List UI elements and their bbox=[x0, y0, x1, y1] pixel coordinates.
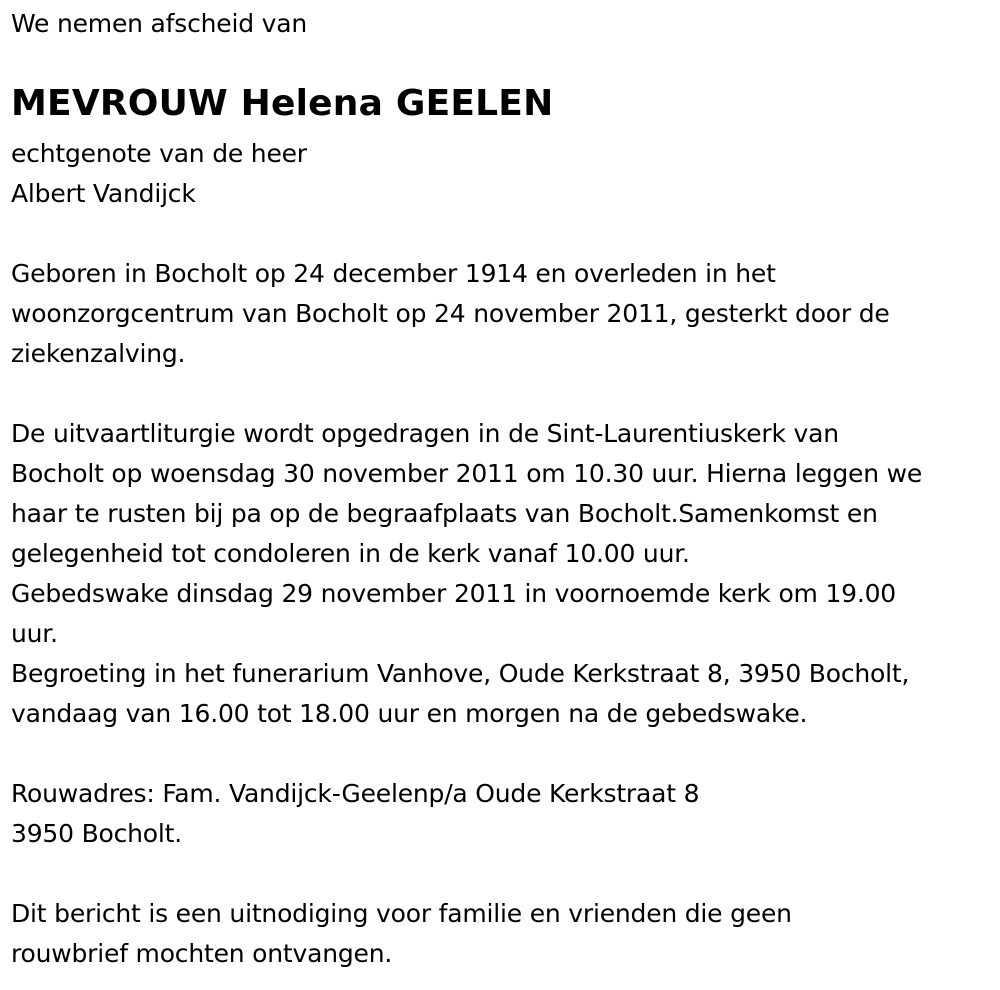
intro-text: We nemen afscheid van bbox=[11, 9, 307, 38]
paragraph-line: gelegenheid tot condoleren in de kerk vanaf 10.00 uur. bbox=[11, 539, 690, 568]
spouse-line: echtgenote van de heer bbox=[11, 139, 307, 168]
paragraph-line: 3950 Bocholt. bbox=[11, 819, 182, 848]
paragraph-line: Bocholt op woensdag 30 november 2011 om 10.30 uur. Hierna leggen we bbox=[11, 459, 923, 488]
paragraph-line: Dit bericht is een uitnodiging voor familie en vrienden die geen bbox=[11, 899, 792, 928]
funeral-paragraph bbox=[11, 414, 996, 734]
spacer bbox=[11, 374, 996, 414]
birth-death-paragraph bbox=[11, 254, 996, 374]
paragraph-line: vandaag van 16.00 tot 18.00 uur en morgen na de gebedswake. bbox=[11, 699, 808, 728]
paragraph-line: De uitvaartliturgie wordt opgedragen in de Sint-Laurentiuskerk van bbox=[11, 419, 839, 448]
address-paragraph bbox=[11, 774, 996, 854]
spacer bbox=[11, 734, 996, 774]
spacer bbox=[11, 214, 996, 254]
obituary-notice bbox=[11, 0, 996, 974]
paragraph-line: rouwbrief mochten ontvangen. bbox=[11, 939, 393, 968]
spouse-name: Albert Vandijck bbox=[11, 179, 196, 208]
spacer bbox=[11, 854, 996, 894]
paragraph-line: Gebedswake dinsdag 29 november 2011 in voornoemde kerk om 19.00 bbox=[11, 579, 897, 608]
paragraph-line: haar te rusten bij pa op de begraafplaats van Bocholt.Samenkomst en bbox=[11, 499, 878, 528]
spouse-block bbox=[11, 134, 996, 214]
paragraph-line: Begroeting in het funerarium Vanhove, Oude Kerkstraat 8, 3950 Bocholt, bbox=[11, 659, 910, 688]
invitation-paragraph bbox=[11, 894, 996, 974]
paragraph-line: ziekenzalving. bbox=[11, 339, 186, 368]
deceased-name: MEVROUW Helena GEELEN bbox=[11, 83, 554, 124]
paragraph-line: uur. bbox=[11, 619, 58, 648]
paragraph-line: woonzorgcentrum van Bocholt op 24 november 2011, gesterkt door de bbox=[11, 299, 890, 328]
paragraph-line: Geboren in Bocholt op 24 december 1914 en overleden in het bbox=[11, 259, 776, 288]
paragraph-line: Rouwadres: Fam. Vandijck-Geelenp/a Oude Kerkstraat 8 bbox=[11, 779, 700, 808]
